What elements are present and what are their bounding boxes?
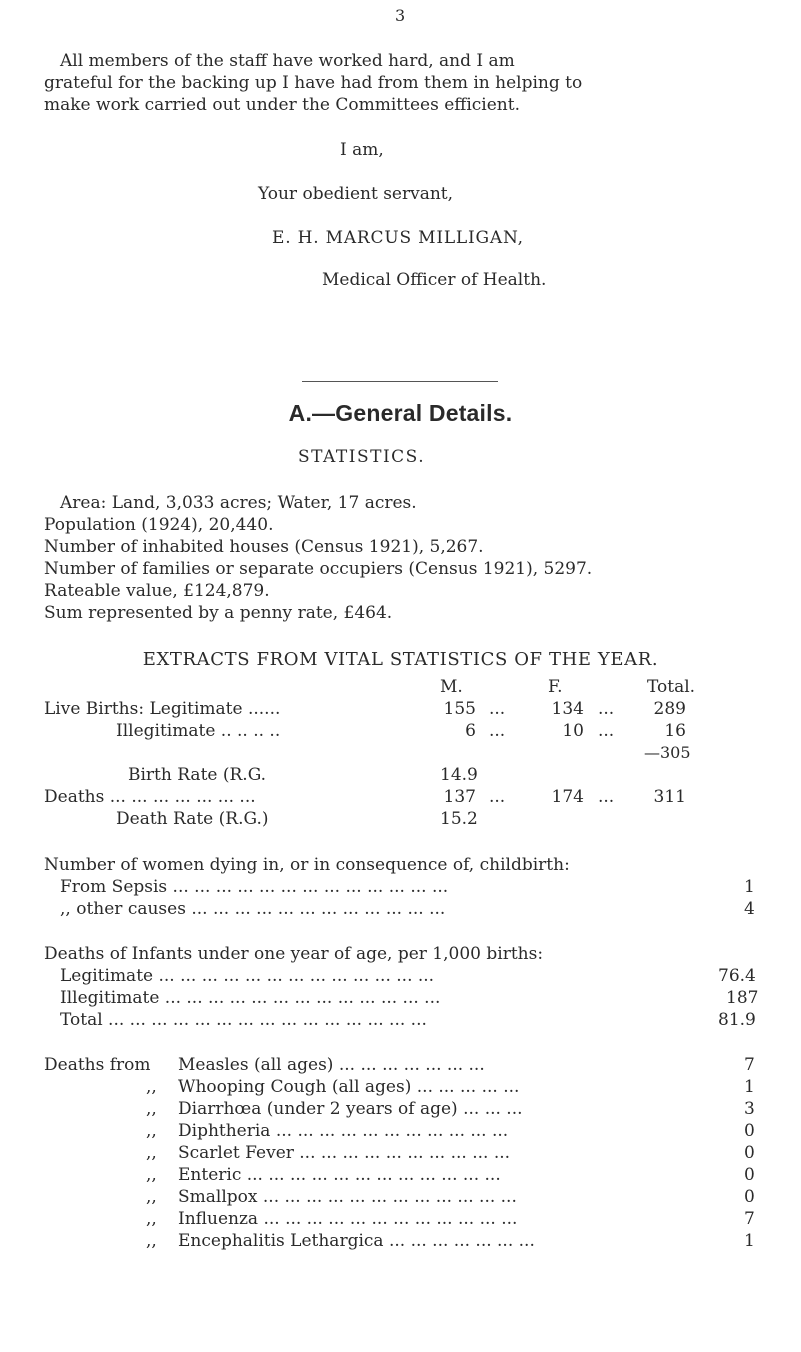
disease-scarlet-fever-value: 0 <box>744 1143 755 1163</box>
ditto-mark: ,, <box>146 1077 157 1097</box>
births-total: —305 <box>644 743 691 762</box>
col-header-total: Total. <box>647 677 696 697</box>
disease-scarlet-fever-label: Scarlet Fever ... ... ... ... ... ... ... ... ... ... <box>178 1143 511 1163</box>
deaths-f: 174 <box>551 787 584 807</box>
sep: ... <box>598 787 615 807</box>
closing: I am, <box>340 140 384 160</box>
deaths-total: 311 <box>653 787 686 807</box>
birth-rate-value: 14.9 <box>440 765 478 785</box>
infants-intro: Deaths of Infants under one year of age, per 1,000 births: <box>44 944 544 964</box>
disease-diarrhoea-value: 3 <box>744 1099 755 1119</box>
sep: ... <box>598 721 615 741</box>
disease-measles-value: 7 <box>744 1055 755 1075</box>
illegitimate-total: 16 <box>664 721 686 741</box>
col-header-f: F. <box>548 677 563 697</box>
maternal-other-value: 4 <box>744 899 755 919</box>
stat-families: Number of families or separate occupiers (Census 1921), 5297. <box>44 559 593 579</box>
disease-encephalitis-label: Encephalitis Lethargica ... ... ... ... ... ... ... <box>178 1231 535 1251</box>
ditto-mark: ,, <box>146 1209 157 1229</box>
page-number: 3 <box>395 6 406 25</box>
disease-enteric-label: Enteric ... ... ... ... ... ... ... ... ... ... ... ... <box>178 1165 501 1185</box>
birth-rate-label: Birth Rate (R.G. <box>128 765 267 785</box>
maternal-other-label: ,, other causes ... ... ... ... ... ... ... ... ... ... ... ... <box>60 899 446 919</box>
stat-population: Population (1924), 20,440. <box>44 515 274 535</box>
salutation: Your obedient servant, <box>258 184 454 204</box>
extracts-heading: EXTRACTS FROM VITAL STATISTICS OF THE YEAR. <box>142 649 659 670</box>
disease-enteric-value: 0 <box>744 1165 755 1185</box>
illegitimate-f: 10 <box>562 721 584 741</box>
sep: ... <box>489 787 506 807</box>
disease-smallpox-label: Smallpox ... ... ... ... ... ... ... ... ... ... ... ... <box>178 1187 517 1207</box>
signature-title: Medical Officer of Health. <box>322 270 547 290</box>
disease-prefix: Deaths from <box>44 1055 151 1075</box>
ditto-mark: ,, <box>146 1165 157 1185</box>
ditto-mark: ,, <box>146 1143 157 1163</box>
maternal-sepsis-value: 1 <box>744 877 755 897</box>
infants-legitimate-label: Legitimate ... ... ... ... ... ... ... ... ... ... ... ... ... <box>60 966 435 986</box>
ditto-mark: ,, <box>146 1231 157 1251</box>
disease-encephalitis-value: 1 <box>744 1231 755 1251</box>
maternal-intro: Number of women dying in, or in consequence of, childbirth: <box>44 855 570 875</box>
live-births-legitimate-m: 155 <box>443 699 476 719</box>
disease-diphtheria-label: Diphtheria ... ... ... ... ... ... ... ... ... ... ... <box>178 1121 509 1141</box>
illegitimate-label: Illegitimate .. .. .. .. <box>116 721 281 741</box>
stat-penny-rate: Sum represented by a penny rate, £464. <box>44 603 393 623</box>
death-rate-value: 15.2 <box>440 809 478 829</box>
death-rate-label: Death Rate (R.G.) <box>116 809 269 829</box>
sep: ... <box>489 699 506 719</box>
deaths-label: Deaths ... ... ... ... ... ... ... <box>44 787 256 807</box>
signature: E. H. MARCUS MILLIGAN, <box>272 228 524 248</box>
deaths-m: 137 <box>443 787 476 807</box>
live-births-legitimate-total: 289 <box>653 699 686 719</box>
section-heading: A.—General Details. <box>288 400 513 426</box>
disease-measles-label: Measles (all ages) ... ... ... ... ... ... ... <box>178 1055 485 1075</box>
col-header-m: M. <box>440 677 463 697</box>
divider-rule <box>302 381 498 382</box>
sep: ... <box>489 721 506 741</box>
stat-area: Area: Land, 3,033 acres; Water, 17 acres. <box>60 493 417 513</box>
stat-inhabited-houses: Number of inhabited houses (Census 1921), 5,267. <box>44 537 484 557</box>
ditto-mark: ,, <box>146 1121 157 1141</box>
paragraph-line-3: make work carried out under the Committees efficient. <box>44 95 520 115</box>
infants-legitimate-value: 76.4 <box>718 966 756 986</box>
live-births-legitimate-label: Live Births: Legitimate ...... <box>44 699 281 719</box>
illegitimate-m: 6 <box>465 721 476 741</box>
infants-illegitimate-label: Illegitimate ... ... ... ... ... ... ... ... ... ... ... ... ... <box>60 988 441 1008</box>
stat-rateable-value: Rateable value, £124,879. <box>44 581 270 601</box>
live-births-legitimate-f: 134 <box>551 699 584 719</box>
sep: ... <box>598 699 615 719</box>
disease-whooping-cough-label: Whooping Cough (all ages) ... ... ... ... ... <box>178 1077 520 1097</box>
infants-total-label: Total ... ... ... ... ... ... ... ... ... ... ... ... ... ... ... <box>60 1010 427 1030</box>
disease-diarrhoea-label: Diarrhœa (under 2 years of age) ... ... ... <box>178 1099 523 1119</box>
disease-influenza-value: 7 <box>744 1209 755 1229</box>
statistics-heading: STATISTICS. <box>298 447 426 467</box>
disease-whooping-cough-value: 1 <box>744 1077 755 1097</box>
infants-total-value: 81.9 <box>718 1010 756 1030</box>
disease-diphtheria-value: 0 <box>744 1121 755 1141</box>
paragraph-line-1: All members of the staff have worked hard, and I am <box>60 51 515 71</box>
disease-smallpox-value: 0 <box>744 1187 755 1207</box>
paragraph-line-2: grateful for the backing up I have had from them in helping to <box>44 73 583 93</box>
ditto-mark: ,, <box>146 1187 157 1207</box>
ditto-mark: ,, <box>146 1099 157 1119</box>
maternal-sepsis-label: From Sepsis ... ... ... ... ... ... ... ... ... ... ... ... ... <box>60 877 449 897</box>
infants-illegitimate-value: 187 <box>726 988 759 1008</box>
disease-influenza-label: Influenza ... ... ... ... ... ... ... ... ... ... ... ... <box>178 1209 518 1229</box>
